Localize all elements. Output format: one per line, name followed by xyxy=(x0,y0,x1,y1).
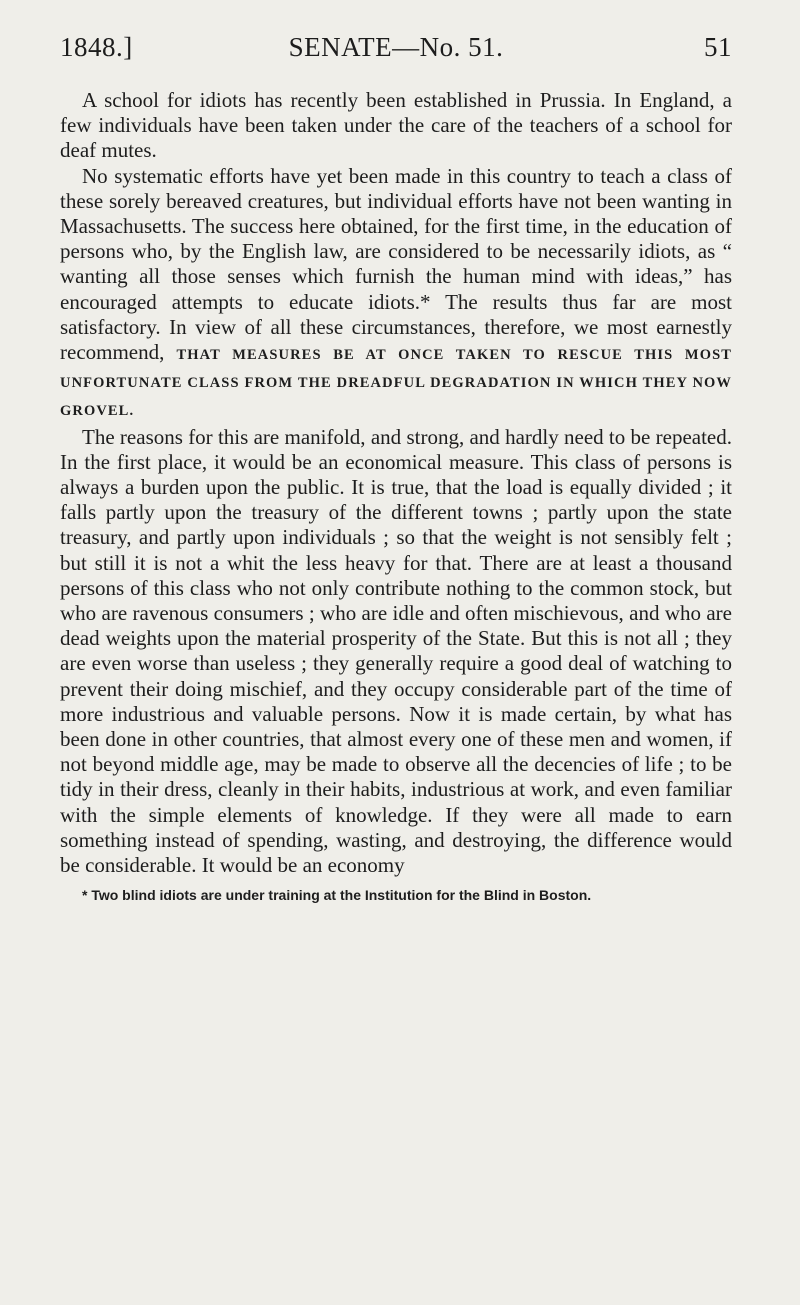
body-text xyxy=(60,88,732,878)
paragraph-prussia: A school for idiots has recently been established in Prussia. In England, a few individuals have been taken under the care of the teachers of a school for deaf mutes. xyxy=(60,88,732,163)
paragraph-reasons: The reasons for this are manifold, and strong, and hardly need to be repeated. In the first place, it would be an economical measure. This class of persons is always a burden upon the public. It is true, that the load is equally divided ; it falls partly upon the treasury of the different towns ; partly upon the state treasury, and partly upon individuals ; so that the weight is not sensibly felt ; but still it is not a whit the less heavy for that. There are at least a thousand persons of this class who not only contribute nothing to the common stock, but who are ravenous consumers ; who are idle and often mischievous, and who are dead weights upon the material prosperity of the State. But this is not all ; they are even worse than useless ; they generally require a good deal of watching to prevent their doing mischief, and they occupy considerable part of the time of more industrious and valuable persons. Now it is made certain, by what has been done in other countries, that almost every one of these men and women, if not beyond middle age, may be made to observe all the decencies of life ; to be tidy in their dress, cleanly in their habits, industrious at work, and even familiar with the simple elements of knowledge. If they were all made to earn something instead of spending, wasting, and destroying, the difference would be considerable. It would be an economy xyxy=(60,424,732,878)
running-head xyxy=(60,32,732,70)
header-title: SENATE—No. 51. xyxy=(288,32,504,62)
paragraph-recommendation xyxy=(60,164,732,425)
recommendation-small-caps: THAT MEASURES BE AT ONCE TAKEN TO RESCUE THIS MOST UNFORTUNATE CLASS FROM THE DREADFUL DEGRADATION IN WHICH THEY NOW GROVEL. xyxy=(60,347,733,420)
footnote: * Two blind idiots are under training at the Institution for the Blind in Boston. xyxy=(82,887,592,904)
page-number: 51 xyxy=(704,32,732,62)
header-year: 1848.] xyxy=(60,32,133,62)
paragraph-recommendation-text: No systematic efforts have yet been made in this country to teach a class of these sorely bereaved creatures, but individual efforts have not been wanting in Massachusetts. The success here obtained, for the first time, in the education of persons who, by the English law, are considered to be necessarily idiots, as “ wanting all those senses which furnish the human mind with ideas,” has encouraged attempts to educate idiots.* The results thus far are most satisfactory. In view of all these circumstances, therefore, we most earnestly recommend, xyxy=(60,163,732,365)
